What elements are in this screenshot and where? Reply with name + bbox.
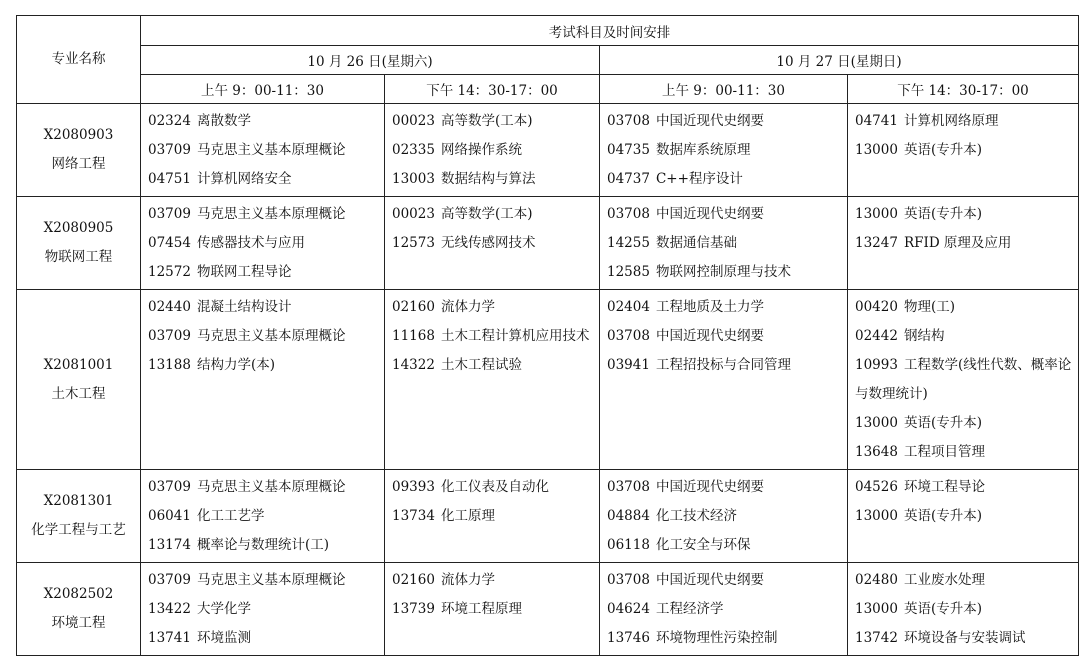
subject-name: 中国近现代史纲要 <box>655 479 764 495</box>
slot-cell <box>385 563 600 656</box>
slot-cell <box>600 563 848 656</box>
major-name: 化学工程与工艺 <box>31 522 126 538</box>
header-major: 专业名称 <box>17 16 141 104</box>
header-slot-4: 下午 14：30-17：00 <box>848 75 1079 104</box>
subject-item <box>855 200 1072 229</box>
subject-item <box>607 293 841 322</box>
subject-item <box>392 107 593 136</box>
subject-name: RFID 原理及应用 <box>903 235 1012 251</box>
subject-name: 土木工程试验 <box>440 357 522 373</box>
slot-cell <box>848 470 1079 563</box>
subject-name: 物联网控制原理与技术 <box>655 264 791 280</box>
table-row <box>17 563 1079 656</box>
subject-item <box>392 322 593 351</box>
subject-name: 流体力学 <box>440 572 495 588</box>
subject-item <box>607 351 841 380</box>
subject-name: 马克思主义基本原理概论 <box>196 142 346 158</box>
subject-name: 工程项目管理 <box>903 444 985 460</box>
subject-item <box>148 258 378 287</box>
subject-item <box>855 229 1072 258</box>
subject-name: 混凝土结构设计 <box>196 299 292 315</box>
subject-code: 13734 <box>392 508 435 524</box>
slot-cell <box>141 290 385 470</box>
major-cell <box>17 470 141 563</box>
subject-item <box>148 595 378 624</box>
subject-name: 英语(专升本) <box>903 601 982 617</box>
subject-name: 马克思主义基本原理概论 <box>196 479 346 495</box>
major-name: 环境工程 <box>51 615 106 631</box>
subject-name: 结构力学(本) <box>196 357 275 373</box>
subject-name: 马克思主义基本原理概论 <box>196 328 346 344</box>
subject-item <box>392 229 593 258</box>
subject-name: 化工安全与环保 <box>655 537 751 553</box>
major-code: X2080903 <box>43 127 114 143</box>
subject-name: 化工技术经济 <box>655 508 737 524</box>
subject-name: 无线传感网技术 <box>440 235 536 251</box>
major-name: 物联网工程 <box>44 249 113 265</box>
subject-item <box>607 595 841 624</box>
subject-code: 13742 <box>855 630 898 646</box>
subject-code: 13741 <box>148 630 191 646</box>
subject-code: 12585 <box>607 264 650 280</box>
subject-item <box>148 502 378 531</box>
subject-name: 离散数学 <box>196 113 251 129</box>
subject-item <box>392 200 593 229</box>
subject-code: 03708 <box>607 206 650 222</box>
major-code: X2081301 <box>43 493 114 509</box>
subject-item <box>148 624 378 653</box>
subject-name: 数据结构与算法 <box>440 171 536 187</box>
subject-item <box>392 595 593 624</box>
subject-code: 06118 <box>607 537 650 553</box>
subject-name: 工程经济学 <box>655 601 724 617</box>
slot-cell <box>848 290 1079 470</box>
subject-name: 数据通信基础 <box>655 235 737 251</box>
subject-name: 物联网工程导论 <box>196 264 292 280</box>
subject-item <box>855 566 1072 595</box>
subject-code: 12573 <box>392 235 435 251</box>
table-row <box>17 470 1079 563</box>
subject-item <box>607 531 841 560</box>
subject-item <box>148 566 378 595</box>
subject-name: 马克思主义基本原理概论 <box>196 572 346 588</box>
subject-name: 大学化学 <box>196 601 251 617</box>
subject-name: 计算机网络安全 <box>196 171 292 187</box>
subject-code: 03941 <box>607 357 650 373</box>
subject-item <box>148 107 378 136</box>
subject-name: 高等数学(工本) <box>440 113 533 129</box>
subject-code: 06041 <box>148 508 191 524</box>
subject-code: 00023 <box>392 206 435 222</box>
slot-cell <box>848 104 1079 197</box>
subject-code: 13746 <box>607 630 650 646</box>
header-slot-3: 上午 9：00-11：30 <box>600 75 848 104</box>
subject-code: 13000 <box>855 601 898 617</box>
subject-code: 14255 <box>607 235 650 251</box>
subject-name: 环境物理性污染控制 <box>655 630 778 646</box>
subject-name: 工业废水处理 <box>903 572 985 588</box>
subject-code: 02160 <box>392 299 435 315</box>
subject-name: 数据库系统原理 <box>655 142 751 158</box>
slot-cell <box>600 290 848 470</box>
subject-name: 环境工程原理 <box>440 601 522 617</box>
subject-code: 02440 <box>148 299 191 315</box>
subject-item <box>855 624 1072 653</box>
header-schedule: 考试科目及时间安排 <box>141 16 1079 46</box>
subject-item <box>855 351 1072 409</box>
subject-code: 03708 <box>607 479 650 495</box>
subject-name: 工程招投标与合同管理 <box>655 357 791 373</box>
subject-item <box>855 107 1072 136</box>
subject-name: 中国近现代史纲要 <box>655 113 764 129</box>
subject-name: 高等数学(工本) <box>440 206 533 222</box>
subject-item <box>148 322 378 351</box>
subject-name: 英语(专升本) <box>903 415 982 431</box>
subject-item <box>607 165 841 194</box>
subject-item <box>855 438 1072 467</box>
slot-cell <box>600 104 848 197</box>
subject-code: 03709 <box>148 142 191 158</box>
subject-name: C++程序设计 <box>655 171 743 187</box>
exam-schedule-table <box>16 15 1079 656</box>
schedule-body <box>17 104 1079 656</box>
subject-item <box>607 502 841 531</box>
subject-code: 13739 <box>392 601 435 617</box>
subject-name: 物理(工) <box>903 299 955 315</box>
subject-code: 07454 <box>148 235 191 251</box>
subject-name: 化工原理 <box>440 508 495 524</box>
slot-cell <box>385 290 600 470</box>
slot-cell <box>848 563 1079 656</box>
major-cell <box>17 563 141 656</box>
subject-item <box>148 351 378 380</box>
subject-item <box>855 595 1072 624</box>
slot-cell <box>600 470 848 563</box>
subject-code: 13422 <box>148 601 191 617</box>
subject-name: 流体力学 <box>440 299 495 315</box>
subject-item <box>148 473 378 502</box>
subject-name: 英语(专升本) <box>903 508 982 524</box>
major-cell <box>17 290 141 470</box>
subject-item <box>392 136 593 165</box>
subject-item <box>855 322 1072 351</box>
slot-cell <box>141 197 385 290</box>
slot-cell <box>141 470 385 563</box>
subject-code: 02442 <box>855 328 898 344</box>
subject-code: 03709 <box>148 479 191 495</box>
subject-item <box>607 322 841 351</box>
subject-code: 13000 <box>855 508 898 524</box>
major-code: X2082502 <box>43 586 114 602</box>
subject-name: 钢结构 <box>903 328 945 344</box>
major-name: 网络工程 <box>51 156 106 172</box>
subject-item <box>148 531 378 560</box>
subject-item <box>607 200 841 229</box>
slot-cell <box>141 563 385 656</box>
subject-name: 环境工程导论 <box>903 479 985 495</box>
slot-cell <box>600 197 848 290</box>
subject-name: 马克思主义基本原理概论 <box>196 206 346 222</box>
subject-name: 传感器技术与应用 <box>196 235 305 251</box>
header-day-1: 10 月 26 日(星期六) <box>141 46 600 75</box>
slot-cell <box>141 104 385 197</box>
subject-item <box>855 293 1072 322</box>
subject-item <box>607 229 841 258</box>
subject-item <box>855 136 1072 165</box>
subject-code: 03708 <box>607 328 650 344</box>
subject-code: 11168 <box>392 328 435 344</box>
subject-name: 化工工艺学 <box>196 508 265 524</box>
subject-code: 04737 <box>607 171 650 187</box>
subject-code: 13174 <box>148 537 191 553</box>
subject-name: 土木工程计算机应用技术 <box>440 328 590 344</box>
major-code: X2080905 <box>43 220 114 236</box>
subject-item <box>148 293 378 322</box>
subject-item <box>607 258 841 287</box>
subject-name: 工程数学(线性代数、概率论与数理统计) <box>855 357 1072 402</box>
subject-name: 概率论与数理统计(工) <box>196 537 329 553</box>
table-row <box>17 290 1079 470</box>
subject-code: 04735 <box>607 142 650 158</box>
subject-name: 中国近现代史纲要 <box>655 572 764 588</box>
subject-code: 13247 <box>855 235 898 251</box>
subject-code: 02404 <box>607 299 650 315</box>
major-name: 土木工程 <box>51 385 106 402</box>
subject-item <box>607 566 841 595</box>
subject-code: 09393 <box>392 479 435 495</box>
subject-code: 00420 <box>855 299 898 315</box>
subject-name: 英语(专升本) <box>903 206 982 222</box>
subject-item <box>392 502 593 531</box>
table-row <box>17 104 1079 197</box>
subject-code: 02480 <box>855 572 898 588</box>
subject-name: 环境监测 <box>196 630 251 646</box>
header-slot-1: 上午 9：00-11：30 <box>141 75 385 104</box>
subject-item <box>855 473 1072 502</box>
subject-code: 14322 <box>392 357 435 373</box>
subject-item <box>148 229 378 258</box>
subject-name: 环境设备与安装调试 <box>903 630 1026 646</box>
slot-cell <box>848 197 1079 290</box>
subject-item <box>148 200 378 229</box>
subject-code: 03708 <box>607 572 650 588</box>
subject-item <box>607 473 841 502</box>
subject-code: 12572 <box>148 264 191 280</box>
subject-item <box>607 136 841 165</box>
subject-code: 02324 <box>148 113 191 129</box>
major-code: X2081001 <box>43 356 114 373</box>
subject-code: 04751 <box>148 171 191 187</box>
table-row <box>17 197 1079 290</box>
subject-code: 00023 <box>392 113 435 129</box>
subject-name: 化工仪表及自动化 <box>440 479 549 495</box>
subject-code: 03709 <box>148 206 191 222</box>
slot-cell <box>385 104 600 197</box>
subject-name: 计算机网络原理 <box>903 113 999 129</box>
subject-name: 网络操作系统 <box>440 142 522 158</box>
subject-code: 13648 <box>855 444 898 460</box>
subject-code: 04884 <box>607 508 650 524</box>
subject-name: 中国近现代史纲要 <box>655 206 764 222</box>
subject-code: 13000 <box>855 142 898 158</box>
subject-item <box>607 624 841 653</box>
header-slot-2: 下午 14：30-17：00 <box>385 75 600 104</box>
subject-name: 英语(专升本) <box>903 142 982 158</box>
subject-item <box>855 409 1072 438</box>
subject-code: 10993 <box>855 357 898 373</box>
subject-item <box>392 293 593 322</box>
subject-item <box>148 165 378 194</box>
subject-item <box>855 502 1072 531</box>
subject-code: 13000 <box>855 415 898 431</box>
subject-name: 中国近现代史纲要 <box>655 328 764 344</box>
subject-code: 02335 <box>392 142 435 158</box>
subject-item <box>392 473 593 502</box>
subject-item <box>392 566 593 595</box>
subject-code: 13188 <box>148 357 191 373</box>
subject-code: 03709 <box>148 328 191 344</box>
major-cell <box>17 197 141 290</box>
subject-code: 02160 <box>392 572 435 588</box>
slot-cell <box>385 470 600 563</box>
subject-code: 03708 <box>607 113 650 129</box>
subject-name: 工程地质及土力学 <box>655 299 764 315</box>
subject-code: 13000 <box>855 206 898 222</box>
header-day-2: 10 月 27 日(星期日) <box>600 46 1079 75</box>
subject-code: 04624 <box>607 601 650 617</box>
slot-cell <box>385 197 600 290</box>
subject-item <box>392 351 593 380</box>
subject-code: 04526 <box>855 479 898 495</box>
subject-code: 13003 <box>392 171 435 187</box>
subject-code: 03709 <box>148 572 191 588</box>
subject-item <box>392 165 593 194</box>
subject-item <box>148 136 378 165</box>
subject-item <box>607 107 841 136</box>
major-cell <box>17 104 141 197</box>
subject-code: 04741 <box>855 113 898 129</box>
